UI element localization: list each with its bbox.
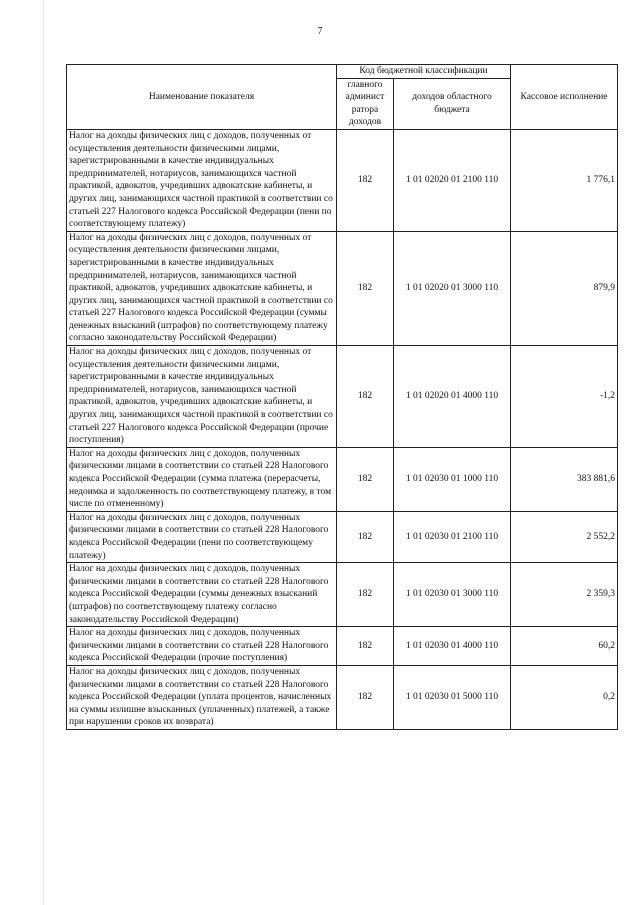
table-row — [67, 346, 618, 448]
row-admin: 182 — [337, 447, 394, 511]
row-admin: 182 — [337, 563, 394, 627]
row-code: 1 01 02020 01 2100 110 — [394, 129, 511, 231]
table-row — [67, 231, 618, 345]
row-name: Налог на доходы физических лиц с доходов, полученных физическими лицами в соответствии со статьей 228 Налогового кодекса Российской Федерации (прочие поступления) — [67, 627, 337, 666]
row-admin: 182 — [337, 129, 394, 231]
row-name: Налог на доходы физических лиц с доходов, полученных физическими лицами в соответствии со статьей 228 Налогового кодекса Российской Федерации (уплата процентов, начисленных на суммы излишне взысканных (уплаченных) платежей, а также при нарушении сроков их возврата) — [67, 665, 337, 729]
table-row — [67, 627, 618, 666]
row-amount: 383 881,6 — [511, 447, 618, 511]
row-code: 1 01 02030 01 1000 110 — [394, 447, 511, 511]
table-row — [67, 511, 618, 562]
row-amount: 2 359,3 — [511, 563, 618, 627]
row-code: 1 01 02030 01 2100 110 — [394, 511, 511, 562]
header-name: Наименование показателя — [67, 65, 337, 130]
row-admin: 182 — [337, 511, 394, 562]
row-admin: 182 — [337, 346, 394, 448]
row-code: 1 01 02030 01 3000 110 — [394, 563, 511, 627]
header-budget-code: Код бюджетной классификации — [337, 65, 511, 79]
row-name: Налог на доходы физических лиц с доходов, полученных от осуществления деятельности физическими лицами, зарегистрированными в качестве индивидуальных предпринимателей, нотариусов, занимающихся частной практикой, адвокатов, учредивших адвокатские кабинеты, и других лиц, занимающихся частной практикой в соответствии со статьей 227 Налогового кодекса Российской Федерации (суммы денежных взысканий (штрафов) по соответствующему платежу согласно законодательству Российской Федерации) — [67, 231, 337, 345]
header-execution: Кассовое исполнение — [511, 65, 618, 130]
row-name: Налог на доходы физических лиц с доходов, полученных от осуществления деятельности физическими лицами, зарегистрированными в качестве индивидуальных предпринимателей, нотариусов, занимающихся частной практикой, адвокатов, учредивших адвокатские кабинеты, и других лиц, занимающихся частной практикой в соответствии со статьей 227 Налогового кодекса Российской Федерации (прочие поступления) — [67, 346, 337, 448]
row-amount: 879,9 — [511, 231, 618, 345]
header-row — [67, 65, 618, 79]
row-admin: 182 — [337, 665, 394, 729]
table-row — [67, 665, 618, 729]
page-number: 7 — [317, 26, 323, 37]
row-name: Налог на доходы физических лиц с доходов, полученных физическими лицами в соответствии со статьей 228 Налогового кодекса Российской Федерации (пени по соответствующему платежу) — [67, 511, 337, 562]
row-admin: 182 — [337, 627, 394, 666]
row-name: Налог на доходы физических лиц с доходов, полученных физическими лицами в соответствии со статьей 228 Налогового кодекса Российской Федерации (сумма платежа (перерасчеты, недоимка и задолженность по соответствующему платежу, в том числе по отмененному) — [67, 447, 337, 511]
row-name: Налог на доходы физических лиц с доходов, полученных физическими лицами в соответствии со статьей 228 Налогового кодекса Российской Федерации (суммы денежных взысканий (штрафов) по соответствующему платежу согласно законодательству Российской Федерации) — [67, 563, 337, 627]
row-amount: 2 552,2 — [511, 511, 618, 562]
table-row — [67, 447, 618, 511]
row-amount: 60,2 — [511, 627, 618, 666]
header-income-code: доходов областного бюджета — [394, 78, 511, 129]
row-code: 1 01 02020 01 4000 110 — [394, 346, 511, 448]
header-admin: главного админист ратора доходов — [337, 78, 394, 129]
row-admin: 182 — [337, 231, 394, 345]
row-amount: -1,2 — [511, 346, 618, 448]
row-amount: 1 776,1 — [511, 129, 618, 231]
table-row — [67, 129, 618, 231]
row-code: 1 01 02030 01 5000 110 — [394, 665, 511, 729]
table-row — [67, 563, 618, 627]
scan-edge-line — [43, 0, 44, 905]
row-code: 1 01 02030 01 4000 110 — [394, 627, 511, 666]
budget-table — [66, 64, 618, 730]
row-code: 1 01 02020 01 3000 110 — [394, 231, 511, 345]
row-amount: 0,2 — [511, 665, 618, 729]
row-name: Налог на доходы физических лиц с доходов, полученных от осуществления деятельности физическими лицами, зарегистрированными в качестве индивидуальных предпринимателей, нотариусов, занимающихся частной практикой, адвокатов, учредивших адвокатские кабинеты, и других лиц, занимающихся частной практикой в соответствии со статьей 227 Налогового кодекса Российской Федерации (пени по соответствующему платежу) — [67, 129, 337, 231]
